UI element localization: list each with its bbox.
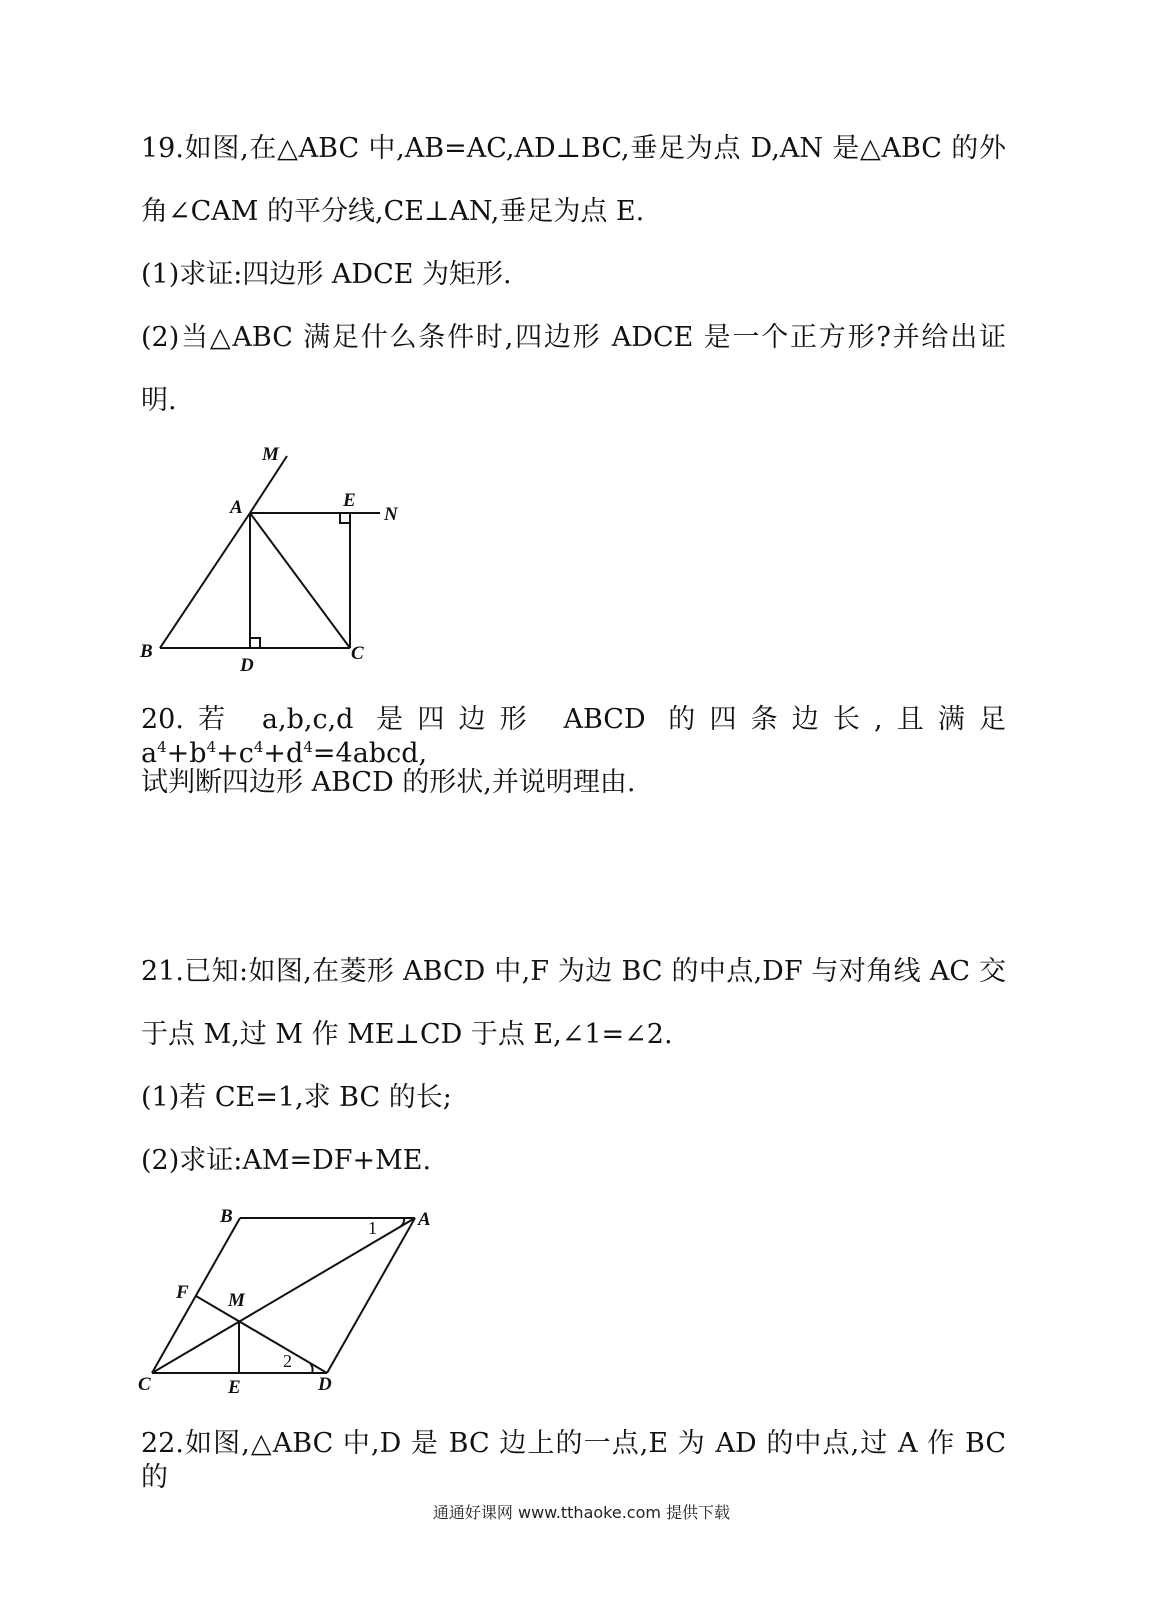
term-c: +c (216, 738, 254, 769)
label-d: D (240, 655, 254, 676)
q22-line-1: 22.如图,△ABC 中,D 是 BC 边上的一点,E 为 AD 的中点,过 A 作 BC 的 (141, 1428, 1006, 1493)
q19-line-1: 19.如图,在△ABC 中,AB=AC,AD⊥BC,垂足为点 D,AN 是△ABC 的外 (141, 133, 1006, 164)
q19-part-2: (2)当△ABC 满足什么条件时,四边形 ADCE 是一个正方形?并给出证 (141, 322, 1006, 353)
label-e: E (228, 1377, 241, 1398)
q21-part-2: (2)求证:AM=DF+ME. (141, 1145, 432, 1176)
angle-2-label: 2 (283, 1351, 292, 1371)
q20-line-1 (141, 703, 1006, 771)
label-b: B (220, 1206, 233, 1227)
label-e: E (343, 490, 356, 511)
q21-figure (130, 1200, 450, 1400)
q19-line-2: 角∠CAM 的平分线,CE⊥AN,垂足为点 E. (141, 196, 645, 227)
label-a: A (230, 497, 243, 518)
right-angle-e (340, 513, 350, 523)
q21-line-2: 于点 M,过 M 作 ME⊥CD 于点 E,∠1=∠2. (141, 1019, 673, 1050)
q21-part-1: (1)若 CE=1,求 BC 的长; (141, 1082, 452, 1113)
footer-credit: 通通好课网 www.tthaoke.com 提供下载 (432, 1503, 731, 1522)
line-ad (327, 1218, 415, 1373)
rhs: =4abcd, (312, 738, 428, 769)
line-ca (152, 1218, 415, 1373)
q19-figure (130, 440, 420, 680)
label-d: D (318, 1374, 332, 1395)
q19-part-1: (1)求证:四边形 ADCE 为矩形. (141, 259, 512, 290)
exp-c: 4 (253, 738, 264, 756)
line-cb (152, 1218, 240, 1373)
q20-text: 20.若 a,b,c,d 是四边形 ABCD 的四条边长,且满足 a (141, 704, 1006, 769)
line-ab (160, 513, 250, 648)
label-f: F (176, 1282, 189, 1303)
term-b: +b (166, 738, 207, 769)
angle-1-label: 1 (368, 1218, 377, 1238)
q20-line-2: 试判断四边形 ABCD 的形状,并说明理由. (141, 767, 636, 798)
exp-b: 4 (206, 738, 217, 756)
q19-line-5: 明. (141, 385, 177, 416)
label-c: C (138, 1374, 151, 1395)
label-b: B (140, 641, 153, 662)
term-d: +d (263, 738, 304, 769)
label-m: M (262, 444, 279, 465)
q21-line-1: 21.已知:如图,在菱形 ABCD 中,F 为边 BC 的中点,DF 与对角线 AC 交 (141, 956, 1006, 987)
exp-a: 4 (157, 738, 167, 756)
line-ac (250, 513, 350, 648)
right-angle-d (250, 638, 260, 648)
label-c: C (351, 643, 364, 664)
label-m: M (228, 1290, 245, 1311)
label-n: N (384, 504, 398, 525)
label-a: A (418, 1209, 431, 1230)
exp-d: 4 (303, 738, 313, 756)
